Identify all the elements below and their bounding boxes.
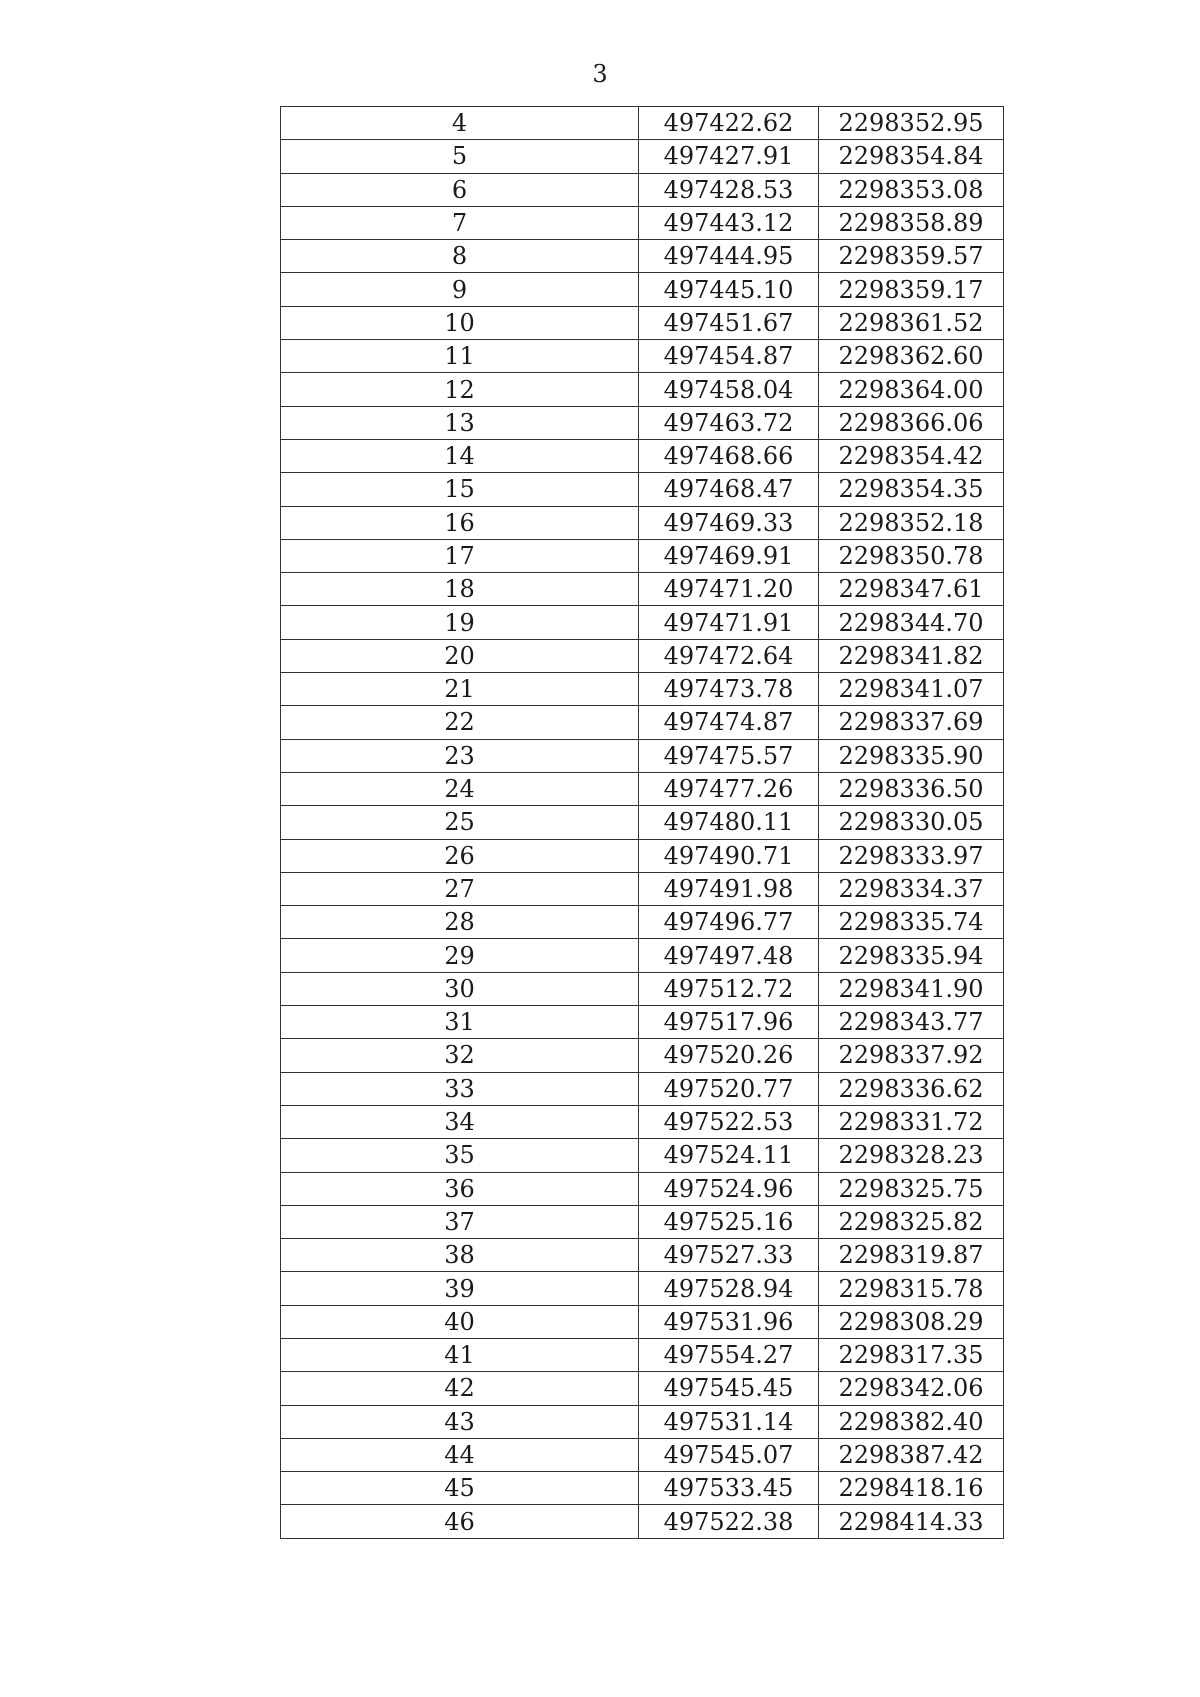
y-coordinate-cell: 2298335.74	[819, 906, 1004, 939]
point-number-cell: 21	[281, 673, 639, 706]
x-coordinate-cell: 497454.87	[639, 340, 819, 373]
y-coordinate-cell: 2298336.50	[819, 772, 1004, 805]
y-coordinate-cell: 2298336.62	[819, 1072, 1004, 1105]
y-coordinate-cell: 2298337.92	[819, 1039, 1004, 1072]
x-coordinate-cell: 497428.53	[639, 173, 819, 206]
point-number-cell: 43	[281, 1405, 639, 1438]
y-coordinate-cell: 2298352.18	[819, 506, 1004, 539]
table-row	[281, 306, 1004, 339]
x-coordinate-cell: 497475.57	[639, 739, 819, 772]
point-number-cell: 20	[281, 639, 639, 672]
x-coordinate-cell: 497520.77	[639, 1072, 819, 1105]
point-number-cell: 14	[281, 439, 639, 472]
x-coordinate-cell: 497528.94	[639, 1272, 819, 1305]
table-row	[281, 772, 1004, 805]
table-row	[281, 206, 1004, 239]
x-coordinate-cell: 497533.45	[639, 1472, 819, 1505]
table-row	[281, 1172, 1004, 1205]
x-coordinate-cell: 497473.78	[639, 673, 819, 706]
y-coordinate-cell: 2298350.78	[819, 539, 1004, 572]
table-row	[281, 1105, 1004, 1138]
point-number-cell: 13	[281, 406, 639, 439]
y-coordinate-cell: 2298387.42	[819, 1438, 1004, 1471]
x-coordinate-cell: 497480.11	[639, 806, 819, 839]
point-number-cell: 10	[281, 306, 639, 339]
point-number-cell: 26	[281, 839, 639, 872]
y-coordinate-cell: 2298354.35	[819, 473, 1004, 506]
x-coordinate-cell: 497490.71	[639, 839, 819, 872]
y-coordinate-cell: 2298382.40	[819, 1405, 1004, 1438]
y-coordinate-cell: 2298319.87	[819, 1239, 1004, 1272]
y-coordinate-cell: 2298353.08	[819, 173, 1004, 206]
y-coordinate-cell: 2298359.57	[819, 240, 1004, 273]
x-coordinate-cell: 497545.07	[639, 1438, 819, 1471]
x-coordinate-cell: 497444.95	[639, 240, 819, 273]
point-number-cell: 5	[281, 140, 639, 173]
point-number-cell: 9	[281, 273, 639, 306]
table-row	[281, 340, 1004, 373]
table-row	[281, 573, 1004, 606]
point-number-cell: 19	[281, 606, 639, 639]
point-number-cell: 35	[281, 1139, 639, 1172]
y-coordinate-cell: 2298341.07	[819, 673, 1004, 706]
x-coordinate-cell: 497445.10	[639, 273, 819, 306]
point-number-cell: 27	[281, 872, 639, 905]
table-row	[281, 906, 1004, 939]
table-row	[281, 439, 1004, 472]
table-row	[281, 806, 1004, 839]
x-coordinate-cell: 497468.47	[639, 473, 819, 506]
table-row	[281, 706, 1004, 739]
coordinates-table	[280, 106, 1004, 1539]
table-row	[281, 473, 1004, 506]
x-coordinate-cell: 497451.67	[639, 306, 819, 339]
table-row	[281, 173, 1004, 206]
table-row	[281, 673, 1004, 706]
point-number-cell: 34	[281, 1105, 639, 1138]
y-coordinate-cell: 2298341.90	[819, 972, 1004, 1005]
x-coordinate-cell: 497554.27	[639, 1338, 819, 1371]
x-coordinate-cell: 497468.66	[639, 439, 819, 472]
point-number-cell: 29	[281, 939, 639, 972]
table-row	[281, 639, 1004, 672]
y-coordinate-cell: 2298344.70	[819, 606, 1004, 639]
x-coordinate-cell: 497443.12	[639, 206, 819, 239]
point-number-cell: 23	[281, 739, 639, 772]
x-coordinate-cell: 497517.96	[639, 1006, 819, 1039]
table-row	[281, 1139, 1004, 1172]
point-number-cell: 37	[281, 1205, 639, 1238]
point-number-cell: 24	[281, 772, 639, 805]
x-coordinate-cell: 497471.91	[639, 606, 819, 639]
x-coordinate-cell: 497524.11	[639, 1139, 819, 1172]
point-number-cell: 39	[281, 1272, 639, 1305]
table-row	[281, 240, 1004, 273]
table-row	[281, 1205, 1004, 1238]
table-row	[281, 1239, 1004, 1272]
point-number-cell: 45	[281, 1472, 639, 1505]
table-row	[281, 373, 1004, 406]
x-coordinate-cell: 497477.26	[639, 772, 819, 805]
table-row	[281, 1472, 1004, 1505]
x-coordinate-cell: 497427.91	[639, 140, 819, 173]
coordinates-table-body	[281, 107, 1004, 1539]
y-coordinate-cell: 2298333.97	[819, 839, 1004, 872]
x-coordinate-cell: 497471.20	[639, 573, 819, 606]
y-coordinate-cell: 2298359.17	[819, 273, 1004, 306]
table-row	[281, 1272, 1004, 1305]
point-number-cell: 6	[281, 173, 639, 206]
x-coordinate-cell: 497545.45	[639, 1372, 819, 1405]
table-row	[281, 606, 1004, 639]
y-coordinate-cell: 2298354.42	[819, 439, 1004, 472]
point-number-cell: 18	[281, 573, 639, 606]
point-number-cell: 11	[281, 340, 639, 373]
x-coordinate-cell: 497496.77	[639, 906, 819, 939]
point-number-cell: 4	[281, 107, 639, 140]
point-number-cell: 12	[281, 373, 639, 406]
x-coordinate-cell: 497531.14	[639, 1405, 819, 1438]
table-row	[281, 539, 1004, 572]
y-coordinate-cell: 2298352.95	[819, 107, 1004, 140]
point-number-cell: 22	[281, 706, 639, 739]
y-coordinate-cell: 2298347.61	[819, 573, 1004, 606]
point-number-cell: 28	[281, 906, 639, 939]
x-coordinate-cell: 497469.33	[639, 506, 819, 539]
table-row	[281, 972, 1004, 1005]
point-number-cell: 46	[281, 1505, 639, 1538]
y-coordinate-cell: 2298331.72	[819, 1105, 1004, 1138]
y-coordinate-cell: 2298358.89	[819, 206, 1004, 239]
y-coordinate-cell: 2298325.75	[819, 1172, 1004, 1205]
y-coordinate-cell: 2298334.37	[819, 872, 1004, 905]
point-number-cell: 32	[281, 1039, 639, 1072]
point-number-cell: 33	[281, 1072, 639, 1105]
y-coordinate-cell: 2298308.29	[819, 1305, 1004, 1338]
x-coordinate-cell: 497463.72	[639, 406, 819, 439]
y-coordinate-cell: 2298335.90	[819, 739, 1004, 772]
y-coordinate-cell: 2298342.06	[819, 1372, 1004, 1405]
y-coordinate-cell: 2298343.77	[819, 1006, 1004, 1039]
table-row	[281, 1072, 1004, 1105]
table-row	[281, 739, 1004, 772]
table-row	[281, 872, 1004, 905]
point-number-cell: 40	[281, 1305, 639, 1338]
y-coordinate-cell: 2298328.23	[819, 1139, 1004, 1172]
point-number-cell: 31	[281, 1006, 639, 1039]
table-row	[281, 1438, 1004, 1471]
point-number-cell: 30	[281, 972, 639, 1005]
point-number-cell: 44	[281, 1438, 639, 1471]
y-coordinate-cell: 2298362.60	[819, 340, 1004, 373]
table-row	[281, 1338, 1004, 1371]
x-coordinate-cell: 497525.16	[639, 1205, 819, 1238]
point-number-cell: 42	[281, 1372, 639, 1405]
y-coordinate-cell: 2298364.00	[819, 373, 1004, 406]
table-row	[281, 406, 1004, 439]
table-row	[281, 1006, 1004, 1039]
point-number-cell: 25	[281, 806, 639, 839]
x-coordinate-cell: 497458.04	[639, 373, 819, 406]
x-coordinate-cell: 497422.62	[639, 107, 819, 140]
x-coordinate-cell: 497531.96	[639, 1305, 819, 1338]
table-row	[281, 1039, 1004, 1072]
y-coordinate-cell: 2298325.82	[819, 1205, 1004, 1238]
table-row	[281, 939, 1004, 972]
y-coordinate-cell: 2298354.84	[819, 140, 1004, 173]
point-number-cell: 15	[281, 473, 639, 506]
point-number-cell: 7	[281, 206, 639, 239]
y-coordinate-cell: 2298341.82	[819, 639, 1004, 672]
y-coordinate-cell: 2298414.33	[819, 1505, 1004, 1538]
y-coordinate-cell: 2298418.16	[819, 1472, 1004, 1505]
x-coordinate-cell: 497474.87	[639, 706, 819, 739]
table-row	[281, 107, 1004, 140]
y-coordinate-cell: 2298335.94	[819, 939, 1004, 972]
y-coordinate-cell: 2298366.06	[819, 406, 1004, 439]
page-number: 3	[592, 60, 608, 88]
y-coordinate-cell: 2298330.05	[819, 806, 1004, 839]
point-number-cell: 36	[281, 1172, 639, 1205]
point-number-cell: 8	[281, 240, 639, 273]
y-coordinate-cell: 2298317.35	[819, 1338, 1004, 1371]
table-row	[281, 1372, 1004, 1405]
point-number-cell: 17	[281, 539, 639, 572]
table-row	[281, 1305, 1004, 1338]
point-number-cell: 16	[281, 506, 639, 539]
table-row	[281, 273, 1004, 306]
y-coordinate-cell: 2298361.52	[819, 306, 1004, 339]
x-coordinate-cell: 497527.33	[639, 1239, 819, 1272]
x-coordinate-cell: 497524.96	[639, 1172, 819, 1205]
x-coordinate-cell: 497491.98	[639, 872, 819, 905]
x-coordinate-cell: 497522.53	[639, 1105, 819, 1138]
table-row	[281, 839, 1004, 872]
table-row	[281, 1505, 1004, 1538]
x-coordinate-cell: 497522.38	[639, 1505, 819, 1538]
x-coordinate-cell: 497472.64	[639, 639, 819, 672]
point-number-cell: 41	[281, 1338, 639, 1371]
table-row	[281, 506, 1004, 539]
table-row	[281, 140, 1004, 173]
x-coordinate-cell: 497469.91	[639, 539, 819, 572]
x-coordinate-cell: 497520.26	[639, 1039, 819, 1072]
x-coordinate-cell: 497512.72	[639, 972, 819, 1005]
y-coordinate-cell: 2298337.69	[819, 706, 1004, 739]
x-coordinate-cell: 497497.48	[639, 939, 819, 972]
table-row	[281, 1405, 1004, 1438]
point-number-cell: 38	[281, 1239, 639, 1272]
y-coordinate-cell: 2298315.78	[819, 1272, 1004, 1305]
